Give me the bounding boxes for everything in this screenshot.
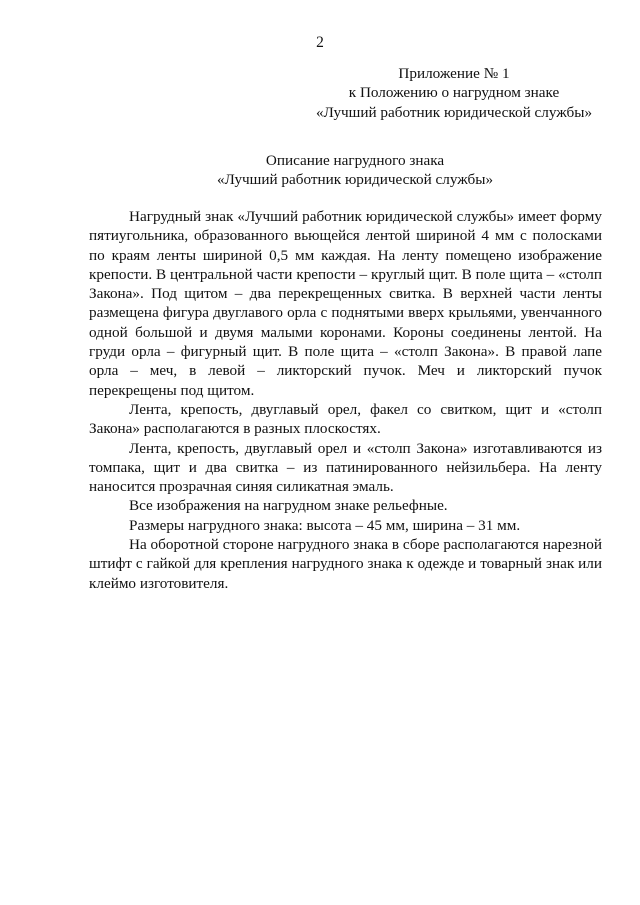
appendix-line-3: «Лучший работник юридической службы» (315, 103, 593, 121)
paragraph: Лента, крепость, двуглавый орел и «столп Закона» изготавливаются из томпака, щит и два свитка – из патинированного нейзильбера. На ленту наносится прозрачная синяя силикатная эмаль. (89, 439, 602, 496)
title-line-2: «Лучший работник юридической службы» (216, 171, 494, 189)
page-number: 2 (316, 34, 324, 51)
appendix-line-1: Приложение № 1 (398, 65, 510, 82)
paragraph: Лента, крепость, двуглавый орел, факел со свитком, щит и «столп Закона» располагаются в разных плоскостях. (89, 400, 602, 438)
appendix-header (304, 64, 604, 122)
document-body (89, 207, 602, 593)
appendix-line-2: к Положению о нагрудном знаке (348, 84, 560, 102)
paragraph: Размеры нагрудного знака: высота – 45 мм, ширина – 31 мм. (129, 516, 521, 534)
document-title (0, 151, 640, 190)
paragraph: На оборотной стороне нагрудного знака в сборе располагаются нарезной штифт с гайкой для крепления нагрудного знака к одежде и товарный знак или клеймо изготовителя. (89, 536, 602, 592)
title-line-1: Описание нагрудного знака (265, 152, 445, 169)
paragraph: Нагрудный знак «Лучший работник юридической службы» имеет форму пятиугольника, образованного вьющейся лентой шириной 4 мм с полосками по краям ленты шириной 0,5 мм каждая. На ленту помещено изображение крепости. В центральной части крепости – круглый щит. В поле щита – «столп Закона». Под щитом – два перекрещенных свитка. В верхней части ленты размещена фигура двуглавого орла с поднятыми вверх крыльями, увенчанного одной большой и двумя малыми коронами. Короны соединены лентой. На груди орла – фигурный щит. В поле щита – «столп Закона». В правой лапе орла – меч, в левой – ликторский пучок. Меч и ликторский пучок перекрещены под щитом. (89, 208, 602, 399)
paragraph: Все изображения на нагрудном знаке рельефные. (129, 497, 448, 515)
